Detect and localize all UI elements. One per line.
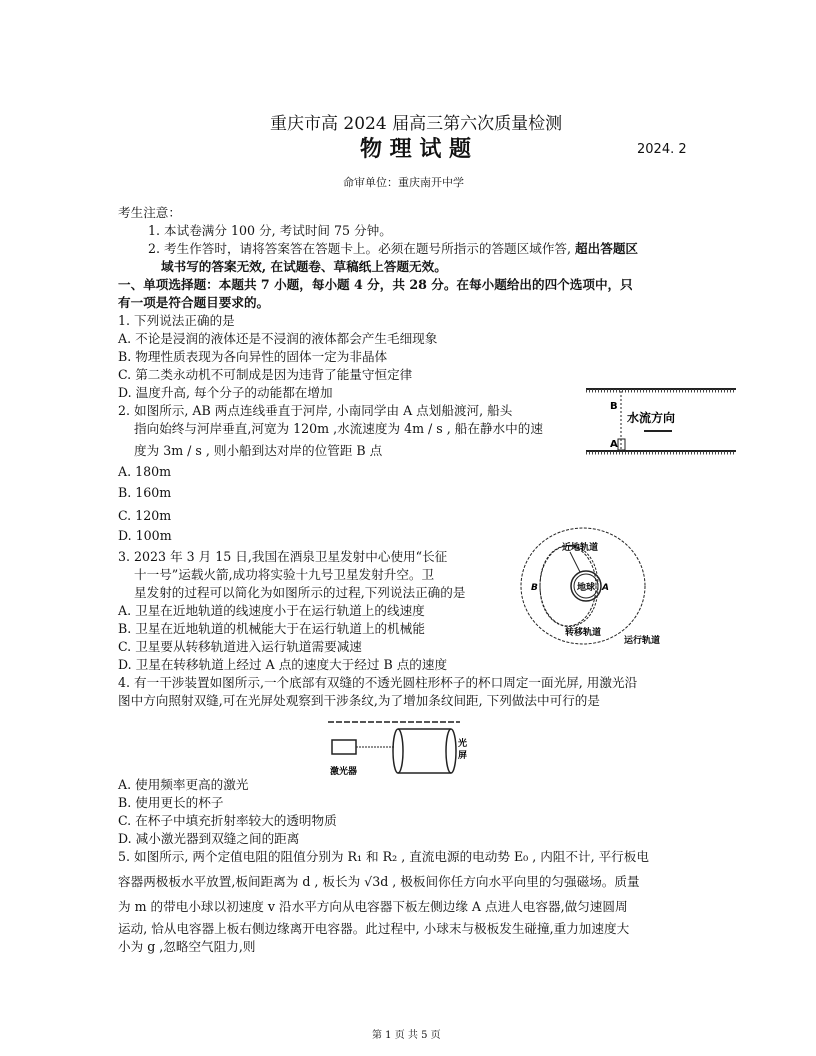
q4-option-d: D. 减小激光器到双缝之间的距离 <box>118 831 300 846</box>
setter-unit: 命审单位：重庆南开中学 <box>343 176 464 189</box>
q4-stem-1: 4. 有一干涉装置如图所示,一个底部有双缝的不透光圆柱形杯子的杯口周定一面光屏, 用激光沿 <box>118 675 638 690</box>
notice-item-2-bold: 超出答题区 <box>575 241 638 256</box>
q5-line-3: 为 m 的带电小球以初速度 v 沿水平方向从电容器下板左侧边缘 A 点进人电容器,做匀速圆周 <box>118 899 628 914</box>
q4-stem-2: 图中方向照射双缝,可在光屏处观察到干涉条纹,为了增加条纹间距, 下列做法中可行的是 <box>118 693 600 708</box>
q3-stem-1: 3. 2023 年 3 月 15 日,我国在酒泉卫星发射中心使用“长征 <box>118 549 448 564</box>
label-b: B <box>531 583 538 593</box>
transfer-orbit-label: 转移轨道 <box>565 628 602 638</box>
q3-stem-2: 十一号”运载火箭,成功将实验十九号卫星发射升空。卫 <box>134 567 435 582</box>
label-a: A <box>602 583 609 593</box>
notice-heading: 考生注意： <box>118 205 181 220</box>
notice-item-2-cont: 域书写的答案无效, 在试题卷、草稿纸上答题无效。 <box>161 259 447 274</box>
q2-stem-3: 度为 3m / s , 则小船到达对岸的位管距 B 点 <box>134 443 383 458</box>
subject-title: 物 理 试 题 <box>360 136 471 162</box>
river-diagram <box>584 383 740 459</box>
interference-diagram <box>320 718 470 780</box>
notice-item-2 <box>148 241 638 257</box>
q3-stem-3: 星发射的过程可以简化为如图所示的过程,下列说法正确的是 <box>134 585 466 600</box>
q1-option-a: A. 不论是浸润的液体还是不浸润的液体都会产生毛细现象 <box>118 331 438 346</box>
label-a: A <box>610 439 618 450</box>
q2-option-b: B. 160m <box>118 485 172 500</box>
q3-option-b: B. 卫星在近地轨道的机械能大于在运行轨道上的机械能 <box>118 621 425 636</box>
earth-label: 地球 <box>577 583 596 593</box>
q5-line-4: 运动, 恰从电容器上板右侧边缘离开电容器。此过程中, 小球末与极板发生碰撞,重力加速度大 <box>118 921 630 936</box>
laser-label: 激光器 <box>330 767 358 777</box>
q1-option-c: C. 第二类永动机不可制成是因为违背了能量守恒定律 <box>118 367 413 382</box>
operating-orbit-label: 运行轨道 <box>624 636 661 646</box>
q2-option-a: A. 180m <box>118 464 172 479</box>
near-orbit-label: 近地轨道 <box>562 543 599 553</box>
section-heading-cont: 有一项是符合题目要求的。 <box>118 295 270 310</box>
q2-option-d: D. 100m <box>118 528 172 543</box>
q5-line-5: 小为 g ,忽略空气阻力,则 <box>118 939 256 954</box>
q4-option-a: A. 使用频率更高的激光 <box>118 777 249 792</box>
screen-label-1: 光 <box>458 739 468 749</box>
page-footer: 第 1 页 共 5 页 <box>372 1030 441 1041</box>
q2-stem-2: 指向始终与河岸垂直,河宽为 120m ,水流速度为 4m / s , 船在静水中的速 <box>134 421 543 436</box>
notice-item-2-text: 2. 考生作答时，请将答案答在答题卡上。必须在题号所指示的答题区域作答, <box>148 241 576 256</box>
q2-option-c: C. 120m <box>118 508 172 523</box>
exam-date: 2024. 2 <box>637 142 687 157</box>
q5-line-1: 5. 如图所示, 两个定值电阻的阻值分别为 R₁ 和 R₂ , 直流电源的电动势 E₀ , 内阻不计, 平行板电 <box>118 849 649 864</box>
q3-option-d: D. 卫星在转移轨道上经过 A 点的速度大于经过 B 点的速度 <box>118 657 448 672</box>
q4-option-b: B. 使用更长的杯子 <box>118 795 224 810</box>
q4-option-c: C. 在杯子中填充折射率较大的透明物质 <box>118 813 337 828</box>
q3-option-a: A. 卫星在近地轨道的线速度小于在运行轨道上的线速度 <box>118 603 425 618</box>
orbit-diagram <box>518 522 718 652</box>
notice-item-1: 1. 本试卷满分 100 分, 考试时间 75 分钟。 <box>148 223 392 238</box>
q2-stem-1: 2. 如图所示, AB 两点连线垂直于河岸, 小南同学由 A 点划船渡河, 船头 <box>118 403 513 418</box>
section-heading: 一、单项选择题：本题共 7 小题，每小题 4 分，共 28 分。在每小题给出的四个选项中，只 <box>118 277 633 292</box>
label-b: B <box>610 401 618 412</box>
screen-label-2: 屏 <box>458 751 468 761</box>
q5-line-2: 容器两极板水平放置,板间距离为 d , 板长为 √3d , 极板间你任方向水平向里的匀强磁场。质量 <box>118 874 640 889</box>
q1-stem: 1. 下列说法正确的是 <box>118 313 235 328</box>
q1-option-d: D. 温度升高, 每个分子的动能都在增加 <box>118 385 333 400</box>
exam-title: 重庆市高 2024 届高三第六次质量检测 <box>270 114 563 134</box>
q1-option-b: B. 物理性质表现为各向异性的固体一定为非晶体 <box>118 349 388 364</box>
q3-option-c: C. 卫星要从转移轨道进入运行轨道需要减速 <box>118 639 362 654</box>
flow-direction-label: 水流方向 <box>627 411 676 425</box>
